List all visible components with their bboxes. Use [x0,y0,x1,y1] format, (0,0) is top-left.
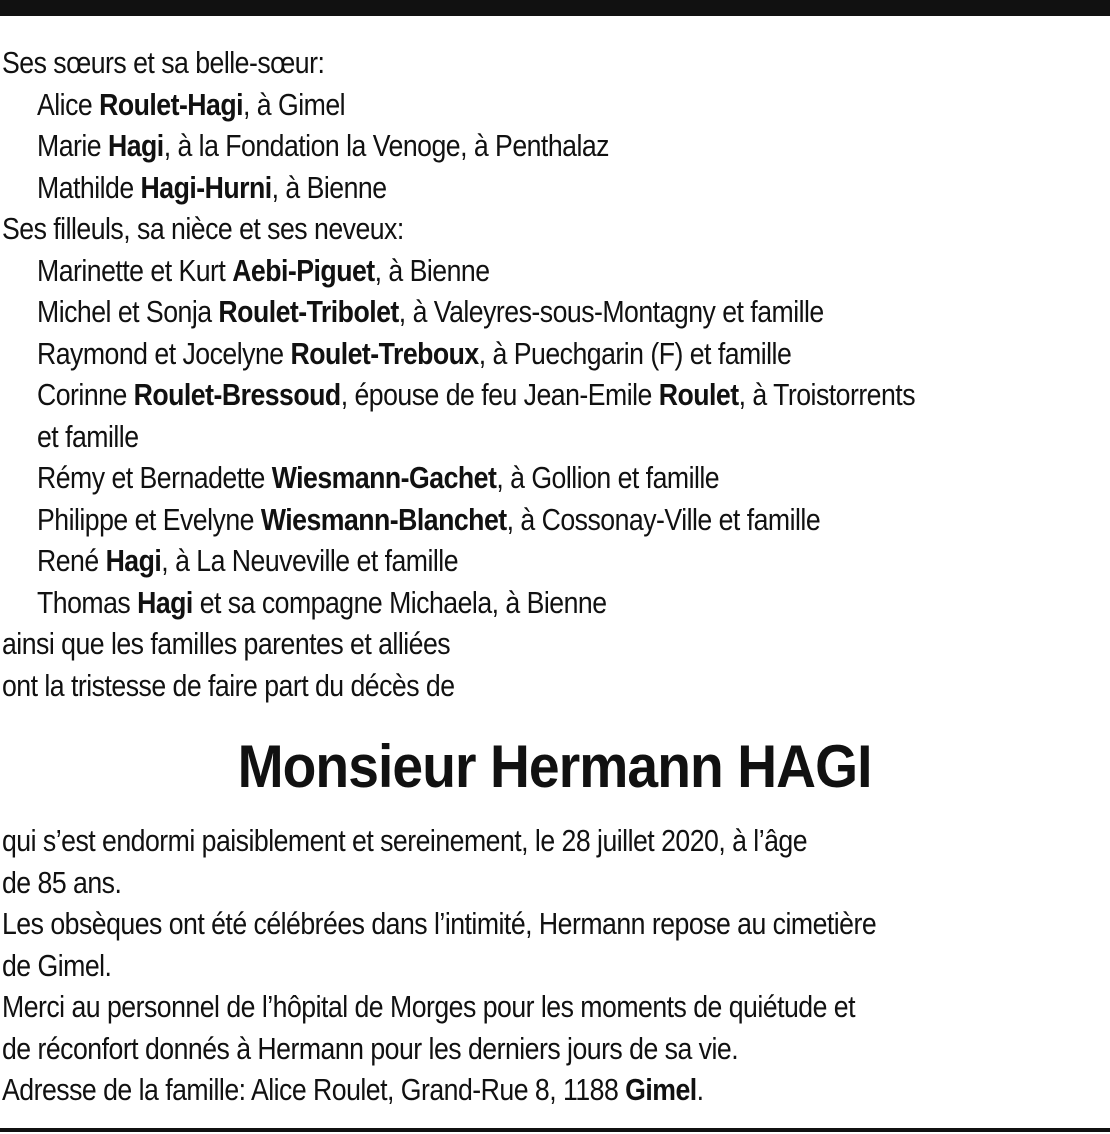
family-line: Mathilde Hagi-Hurni, à Bienne [37,169,387,205]
family-line: Raymond et Jocelyne Roulet-Treboux, à Puechgarin (F) et famille [37,335,792,371]
family-line: Rémy et Bernadette Wiesmann-Gachet, à Gollion et famille [37,460,720,495]
bottom-rule [0,1128,1110,1132]
family-line-continuation: et famille [37,418,139,454]
family-line: Philippe et Evelyne Wiesmann-Blanchet, à Cossonay-Ville et famille [37,501,821,537]
sisters-intro: Ses sœurs et sa belle-sœur: [2,45,325,80]
obituary-notice [2,42,1108,1111]
death-paragraph: qui s’est endormi paisiblement et sereinement, le 28 juillet 2020, à l’âge de 85 ans. [2,823,808,900]
families-line: ainsi que les familles parentes et alliées [2,626,451,661]
family-line: Thomas Hagi et sa compagne Michaela, à Bienne [37,584,607,620]
godchildren-intro: Ses filleuls, sa nièce et ses neveux: [2,211,404,246]
thanks-paragraph: Merci au personnel de l’hôpital de Morges pour les moments de quiétude et de réconfort donnés à Hermann pour les derniers jours de sa vie. [2,989,855,1066]
family-line: René Hagi, à La Neuveville et famille [37,543,459,578]
family-line: Michel et Sonja Roulet-Tribolet, à Valeyres-sous-Montagny et famille [37,294,824,329]
funeral-paragraph: Les obsèques ont été célébrées dans l’intimité, Hermann repose au cimetière de Gimel. [2,906,877,983]
announce-line: ont la tristesse de faire part du décès de [2,667,455,703]
deceased-name: Monsieur Hermann HAGI [238,733,872,800]
family-address: Adresse de la famille: Alice Roulet, Grand-Rue 8, 1188 Gimel. [2,1072,704,1107]
family-line: Marinette et Kurt Aebi-Piguet, à Bienne [37,252,490,288]
top-rule [0,0,1110,16]
family-line: Corinne Roulet-Bressoud, épouse de feu Jean-Emile Roulet, à Troistorrents [37,377,916,412]
family-line: Marie Hagi, à la Fondation la Venoge, à Penthalaz [37,128,609,163]
family-line: Alice Roulet-Hagi, à Gimel [37,86,346,122]
